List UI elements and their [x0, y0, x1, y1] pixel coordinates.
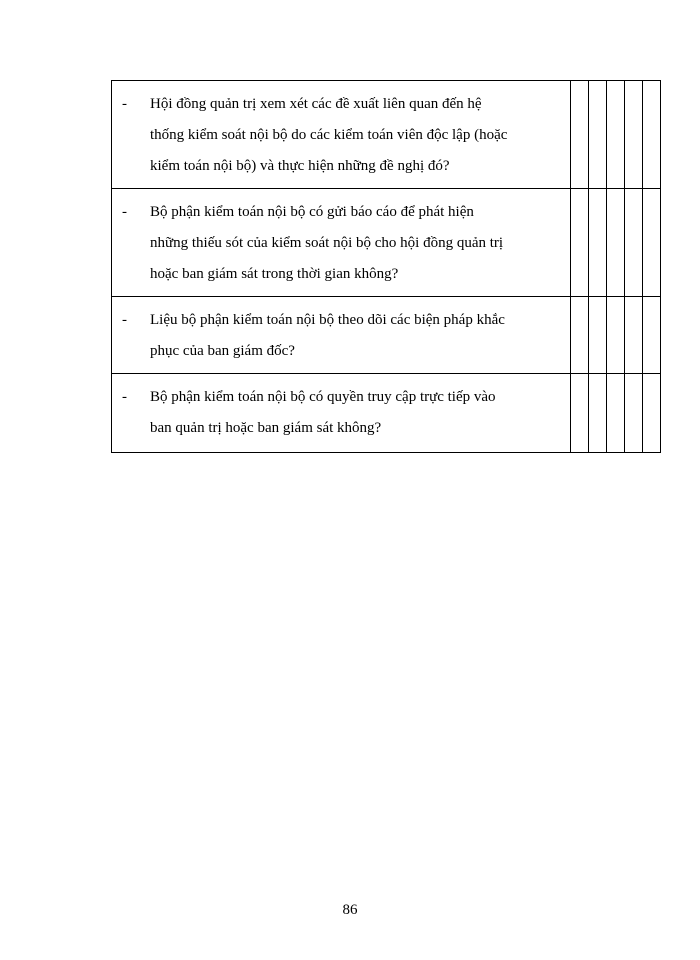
checkbox-cell[interactable]: [643, 374, 661, 453]
checkbox-cell[interactable]: [643, 297, 661, 374]
question-line: phục của ban giám đốc?: [150, 343, 295, 359]
question-line: ban quản trị hoặc ban giám sát không?: [150, 420, 382, 436]
bullet-dash: -: [122, 389, 127, 405]
question-line: thống kiểm soát nội bộ do các kiểm toán viên độc lập (hoặc: [150, 127, 508, 143]
checkbox-cell[interactable]: [625, 374, 643, 453]
question-text: Bộ phận kiểm toán nội bộ có quyền truy cập trực tiếp vào: [150, 389, 496, 405]
question-cell: [112, 297, 571, 374]
question-line: kiểm toán nội bộ) và thực hiện những đề nghị đó?: [150, 158, 450, 174]
question-line: hoặc ban giám sát trong thời gian không?: [150, 266, 399, 282]
question-text: Liệu bộ phận kiểm toán nội bộ theo dõi các biện pháp khắc: [150, 312, 505, 328]
table-row: [112, 81, 661, 189]
question-line: [122, 197, 562, 228]
question-text: Bộ phận kiểm toán nội bộ có gửi báo cáo để phát hiện: [150, 204, 474, 220]
checkbox-cell[interactable]: [607, 374, 625, 453]
checkbox-cell[interactable]: [607, 81, 625, 189]
checkbox-cell[interactable]: [571, 374, 589, 453]
checkbox-cell[interactable]: [625, 81, 643, 189]
checklist-table: [111, 80, 661, 453]
question-line: những thiếu sót của kiểm soát nội bộ cho hội đồng quản trị: [150, 235, 504, 251]
checkbox-cell[interactable]: [571, 81, 589, 189]
question-line: [122, 382, 562, 413]
question-cell: [112, 189, 571, 297]
checkbox-cell[interactable]: [589, 297, 607, 374]
checkbox-cell[interactable]: [625, 297, 643, 374]
checkbox-cell[interactable]: [589, 81, 607, 189]
question-line: [122, 305, 562, 336]
bullet-dash: -: [122, 312, 127, 328]
checkbox-cell[interactable]: [589, 189, 607, 297]
bullet-dash: -: [122, 96, 127, 112]
checkbox-cell[interactable]: [589, 374, 607, 453]
question-text: Hội đồng quản trị xem xét các đề xuất liên quan đến hệ: [150, 96, 482, 112]
checkbox-cell[interactable]: [625, 189, 643, 297]
checkbox-cell[interactable]: [643, 81, 661, 189]
page-number: 86: [342, 902, 358, 918]
question-line: [122, 89, 562, 120]
bullet-dash: -: [122, 204, 127, 220]
checkbox-cell[interactable]: [643, 189, 661, 297]
question-cell: [112, 374, 571, 453]
checkbox-cell[interactable]: [607, 189, 625, 297]
table-row: [112, 189, 661, 297]
checkbox-cell[interactable]: [571, 297, 589, 374]
checkbox-cell[interactable]: [607, 297, 625, 374]
table-row: [112, 297, 661, 374]
question-cell: [112, 81, 571, 189]
table-row: [112, 374, 661, 453]
checkbox-cell[interactable]: [571, 189, 589, 297]
